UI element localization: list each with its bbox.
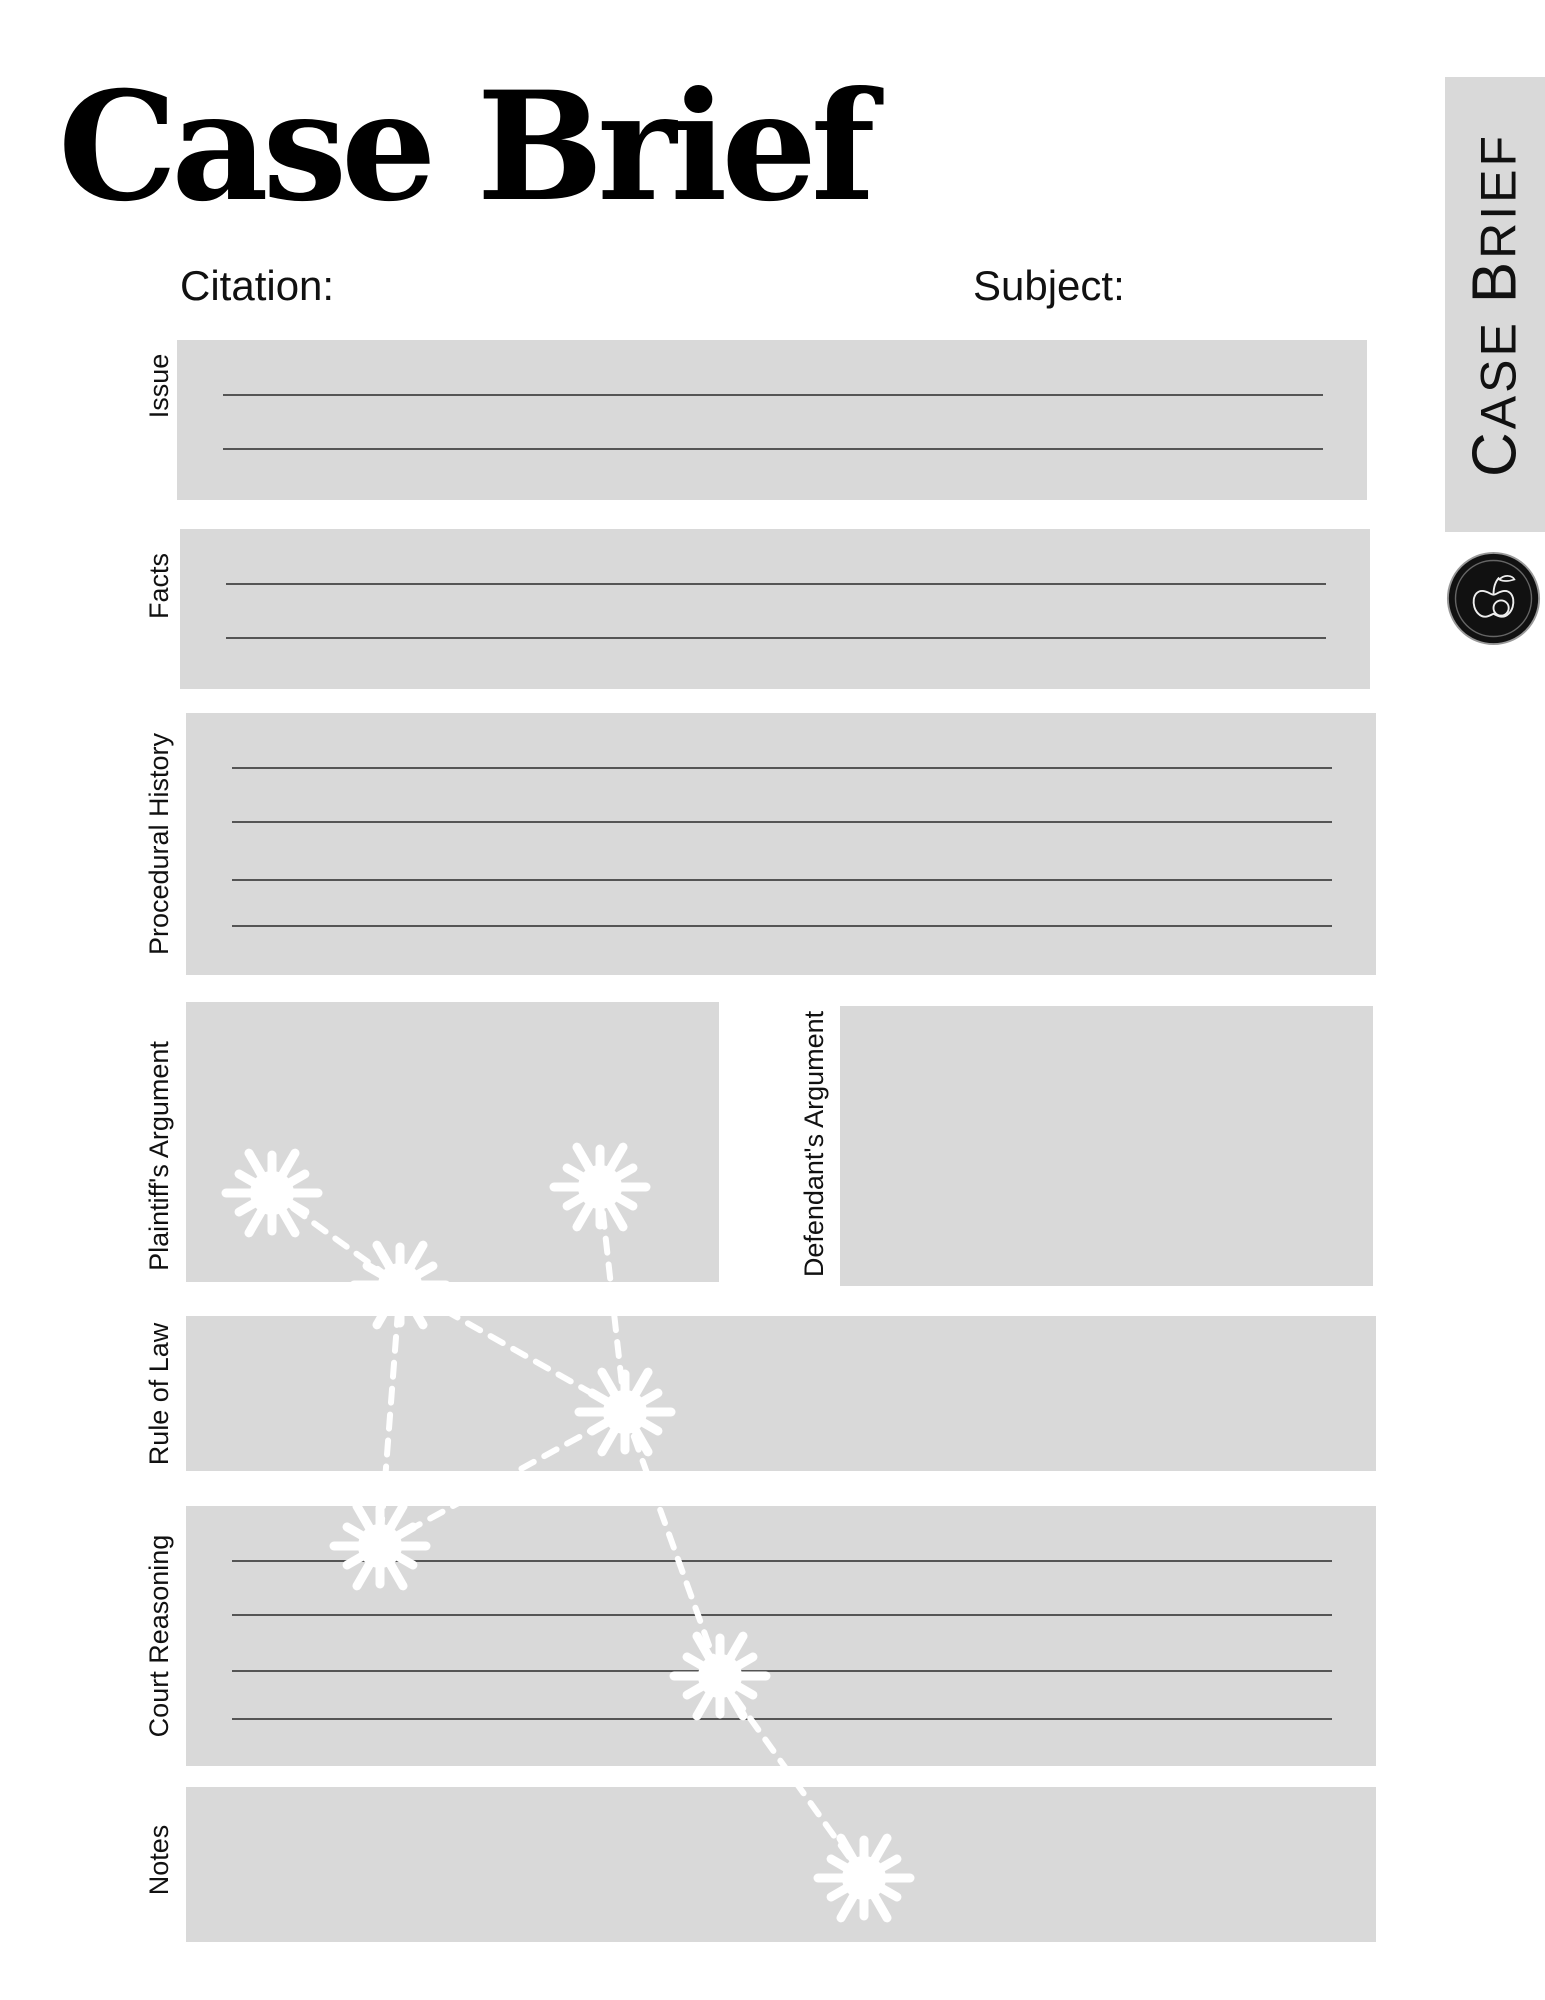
writing-line	[232, 1670, 1332, 1672]
facts-box[interactable]	[180, 529, 1370, 689]
writing-line	[226, 583, 1326, 585]
court-reasoning-box[interactable]	[186, 1506, 1376, 1766]
apple-logo-icon	[1446, 551, 1541, 646]
writing-line	[232, 1718, 1332, 1720]
writing-line	[232, 879, 1332, 881]
procedural-history-label: Procedural History	[144, 732, 174, 956]
notes-box[interactable]	[186, 1787, 1376, 1942]
court-reasoning-label: Court Reasoning	[144, 1534, 174, 1738]
procedural-history-box[interactable]	[186, 713, 1376, 975]
notes-label: Notes	[144, 1824, 174, 1896]
citation-label: Citation:	[180, 262, 335, 309]
issue-box[interactable]	[177, 340, 1367, 500]
plaintiffs-argument-box[interactable]	[186, 1002, 719, 1282]
side-tab-initial: C	[1460, 428, 1530, 477]
side-tab-rest: RIEF	[1470, 132, 1527, 259]
page-title: Case Brief	[58, 59, 870, 235]
rule-of-law-label: Rule of Law	[144, 1322, 174, 1466]
writing-line	[232, 767, 1332, 769]
side-tab-initial: B	[1460, 258, 1530, 303]
side-tab-label	[1460, 133, 1531, 477]
writing-line	[223, 448, 1323, 450]
plaintiffs-argument-label: Plaintiff's Argument	[144, 1041, 174, 1271]
subject-label: Subject:	[973, 262, 1125, 309]
writing-line	[232, 1560, 1332, 1562]
rule-of-law-box[interactable]	[186, 1316, 1376, 1471]
issue-label: Issue	[144, 353, 174, 419]
writing-line	[223, 394, 1323, 396]
writing-line	[226, 637, 1326, 639]
writing-line	[232, 821, 1332, 823]
side-tab-rest: ASE	[1470, 302, 1527, 429]
side-tab	[1445, 77, 1545, 532]
writing-line	[232, 1614, 1332, 1616]
facts-label: Facts	[144, 553, 174, 620]
defendants-argument-label: Defendant's Argument	[799, 1010, 829, 1278]
writing-line	[232, 925, 1332, 927]
defendants-argument-box[interactable]	[840, 1006, 1373, 1286]
